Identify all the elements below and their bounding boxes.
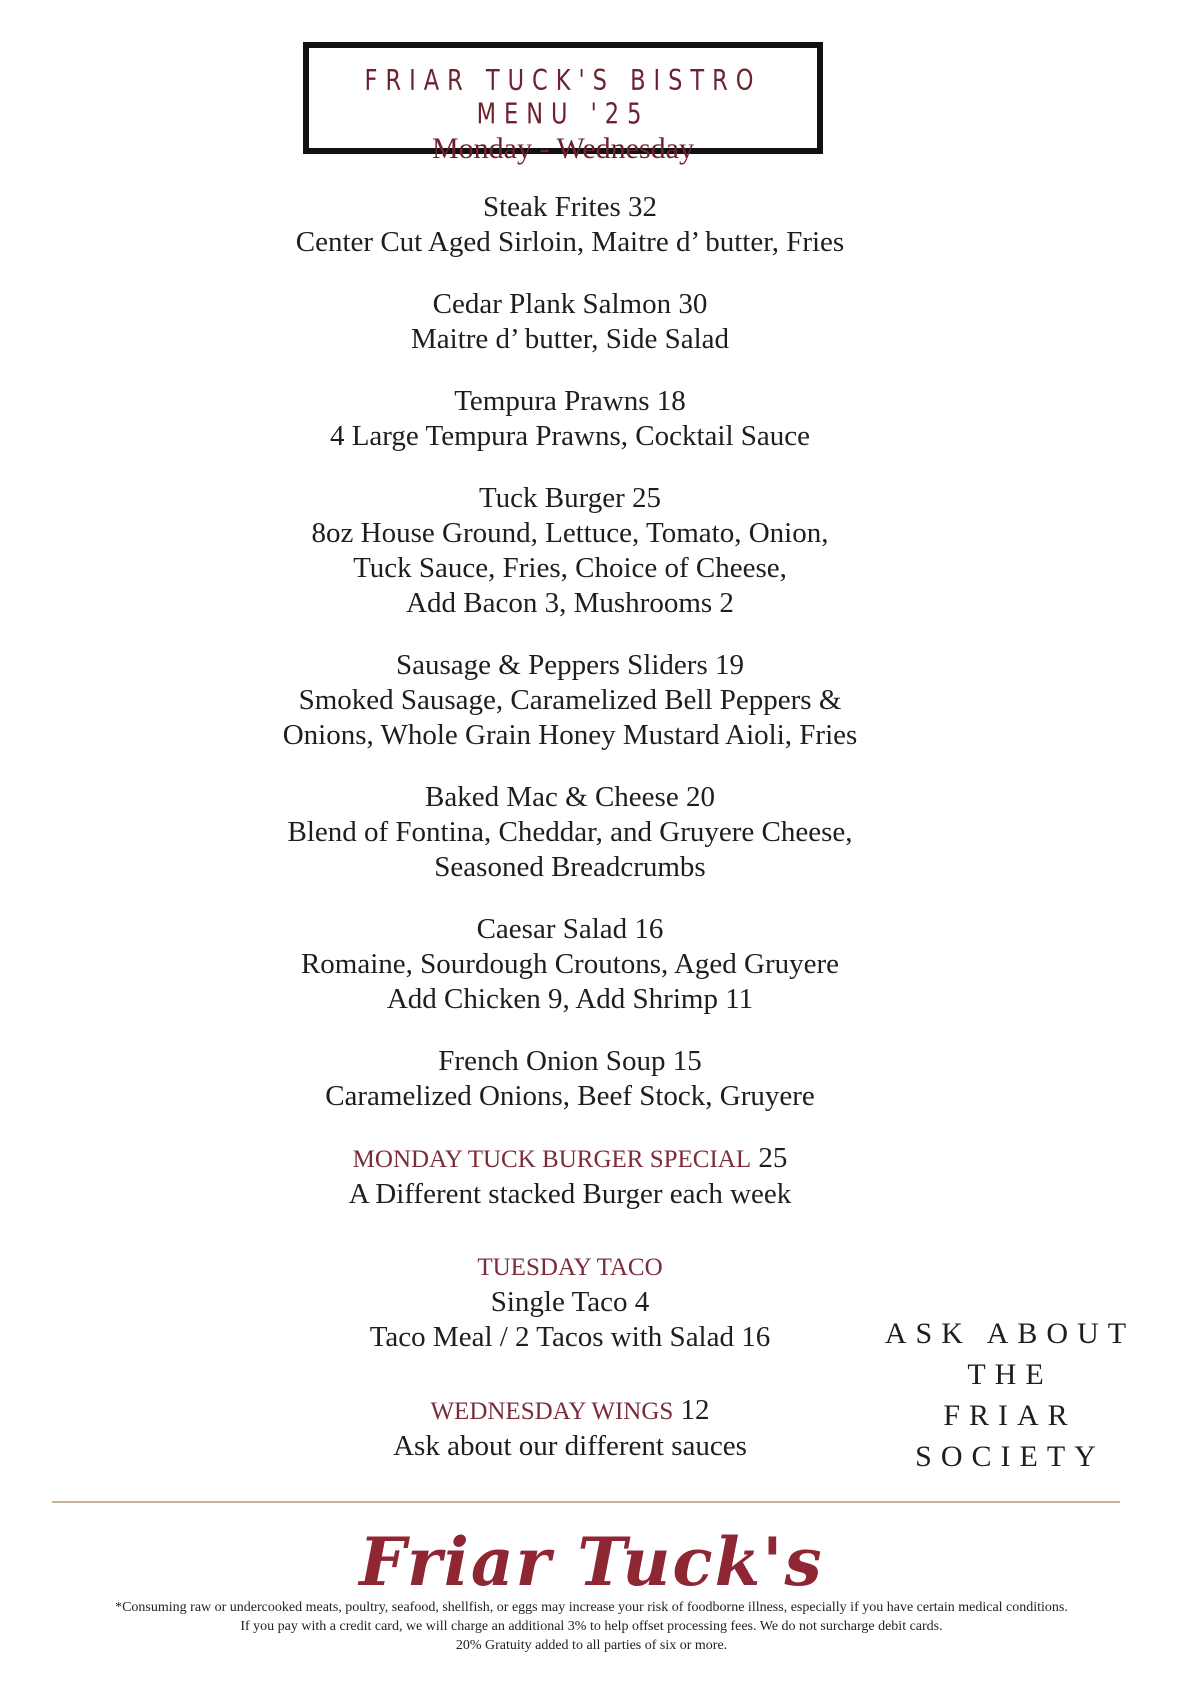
ask-line: SOCIETY — [915, 1440, 1105, 1473]
menu-item — [200, 384, 940, 454]
special-price: 25 — [758, 1142, 788, 1174]
menu-header — [303, 42, 823, 165]
special-label: WEDNESDAY WINGS — [430, 1398, 674, 1425]
special-label: TUESDAY TACO — [477, 1254, 663, 1281]
menu-item — [200, 648, 940, 753]
ask-line: FRIAR — [943, 1399, 1077, 1432]
menu-days: Monday - Wednesday — [432, 132, 694, 165]
item-description: Caramelized Onions, Beef Stock, Gruyere — [325, 1080, 815, 1112]
menu-item — [200, 780, 940, 885]
item-description: Romaine, Sourdough Croutons, Aged Gruyere — [300, 948, 840, 980]
menu-item — [200, 912, 940, 1017]
menu-item — [200, 190, 940, 260]
tuesday-special — [200, 1250, 940, 1355]
item-title: Caesar Salad 16 — [476, 913, 664, 945]
item-description: Seasoned Breadcrumbs — [434, 851, 706, 883]
item-description: 8oz House Ground, Lettuce, Tomato, Onion, — [311, 517, 829, 549]
item-title: Tempura Prawns 18 — [454, 385, 686, 417]
item-title: Cedar Plank Salmon 30 — [432, 288, 708, 320]
item-description: Add Bacon 3, Mushrooms 2 — [406, 587, 734, 619]
item-description: Smoked Sausage, Caramelized Bell Peppers & — [298, 684, 842, 716]
divider — [52, 1501, 1120, 1503]
item-description: Center Cut Aged Sirloin, Maitre d’ butter, Fries — [295, 226, 845, 258]
wednesday-special — [200, 1393, 940, 1464]
item-description: Blend of Fontina, Cheddar, and Gruyere Cheese, — [287, 816, 853, 848]
item-title: Tuck Burger 25 — [478, 482, 662, 514]
special-description: Single Taco 4 — [490, 1286, 650, 1318]
monday-special — [200, 1141, 940, 1212]
ask-about-friar-society — [880, 1313, 1140, 1477]
special-label: MONDAY TUCK BURGER SPECIAL — [352, 1146, 752, 1173]
item-description: Add Chicken 9, Add Shrimp 11 — [386, 983, 754, 1015]
item-title: Steak Frites 32 — [483, 191, 657, 223]
menu-list — [200, 190, 940, 1491]
item-title: Baked Mac & Cheese 20 — [425, 781, 715, 813]
item-description: Tuck Sauce, Fries, Choice of Cheese, — [353, 552, 787, 584]
menu-item — [200, 1044, 940, 1114]
special-description: Taco Meal / 2 Tacos with Salad 16 — [369, 1321, 771, 1353]
menu-title: FRIAR TUCK'S BISTRO MENU '25 — [364, 63, 762, 131]
special-description: A Different stacked Burger each week — [348, 1178, 792, 1210]
special-heading — [200, 1393, 940, 1429]
footer-line: 20% Gratuity added to all parties of six or more. — [455, 1638, 728, 1653]
item-title: Sausage & Peppers Sliders 19 — [396, 649, 744, 681]
special-description: Ask about our different sauces — [393, 1430, 747, 1462]
menu-item — [200, 287, 940, 357]
ask-line: THE — [967, 1358, 1053, 1391]
item-description: 4 Large Tempura Prawns, Cocktail Sauce — [329, 420, 811, 452]
friar-tucks-logo: Friar Tuck's — [359, 1523, 824, 1601]
footer-disclaimer — [0, 1598, 1183, 1655]
special-heading — [200, 1141, 940, 1177]
item-description: Maitre d’ butter, Side Salad — [410, 323, 730, 355]
ask-line: ASK ABOUT — [884, 1317, 1136, 1350]
item-description: Onions, Whole Grain Honey Mustard Aioli, Fries — [282, 719, 858, 751]
footer-line: If you pay with a credit card, we will charge an additional 3% to help offset processing fees. We do not surcharge debit cards. — [240, 1619, 943, 1634]
item-title: French Onion Soup 15 — [438, 1045, 702, 1077]
footer-line: *Consuming raw or undercooked meats, poultry, seafood, shellfish, or eggs may increase your risk of foodborne illness, especially if you have certain medical conditions. — [115, 1600, 1068, 1615]
special-price: 12 — [680, 1394, 710, 1426]
menu-item — [200, 481, 940, 621]
